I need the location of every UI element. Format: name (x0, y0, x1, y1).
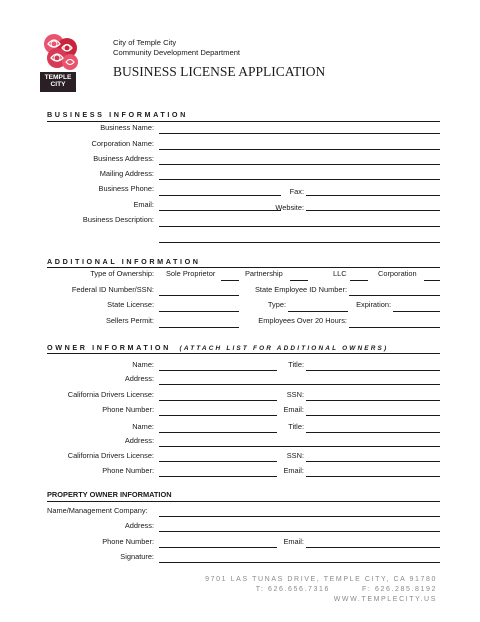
owner1-name-field[interactable] (159, 370, 277, 371)
footer-fax: F: 626.285.8192 (362, 586, 437, 593)
business-name-label: Business Name: (100, 123, 154, 132)
owner1-title-field[interactable] (306, 370, 440, 371)
email-field[interactable] (159, 210, 281, 211)
signature-label: Signature: (120, 552, 154, 561)
option-corporation: Corporation (378, 269, 417, 278)
business-name-field[interactable] (159, 133, 440, 134)
owner2-title-label: Title: (288, 422, 304, 431)
business-address-label: Business Address: (93, 154, 154, 163)
sole-proprietor-checkbox[interactable] (221, 280, 239, 281)
option-llc: LLC (333, 269, 347, 278)
owner1-phone-label: Phone Number: (102, 405, 154, 414)
owner2-ssn-label: SSN: (286, 451, 304, 460)
owner1-cdl-label: California Drivers License: (67, 390, 154, 399)
owner2-email-label: Email: (283, 466, 304, 475)
section-heading-text: BUSINESS INFORMATION (47, 110, 188, 119)
footer-address: 9701 LAS TUNAS DRIVE, TEMPLE CITY, CA 91780 (205, 576, 437, 583)
owner2-cdl-field[interactable] (159, 461, 277, 462)
section-heading-additional (47, 257, 201, 266)
owner2-ssn-field[interactable] (306, 461, 440, 462)
business-description-field-2[interactable] (159, 242, 440, 243)
sellers-permit-field[interactable] (159, 327, 239, 328)
section-heading-property (47, 490, 172, 499)
department-name: Community Development Department (113, 48, 241, 57)
partnership-checkbox[interactable] (290, 280, 308, 281)
owner1-phone-field[interactable] (159, 415, 277, 416)
city-logo (40, 32, 80, 90)
owner1-ssn-field[interactable] (306, 400, 440, 401)
property-phone-field[interactable] (159, 547, 277, 548)
section-divider (47, 121, 440, 122)
license-type-label: Type: (267, 300, 286, 309)
business-address-field[interactable] (159, 164, 440, 165)
federal-id-label: Federal ID Number/SSN: (71, 285, 154, 294)
owner2-name-label: Name: (132, 422, 154, 431)
signature-field[interactable] (159, 562, 440, 563)
owner1-address-field[interactable] (159, 384, 440, 385)
section-heading-text: ADDITIONAL INFORMATION (47, 257, 201, 266)
state-employee-id-label: State Employee ID Number: (254, 285, 347, 294)
footer-phone: T: 626.656.7316 (255, 586, 330, 593)
expiration-field[interactable] (393, 311, 440, 312)
page-title: BUSINESS LICENSE APPLICATION (113, 64, 326, 79)
state-license-field[interactable] (159, 311, 239, 312)
business-description-field-1[interactable] (159, 226, 440, 227)
section-subheading: (ATTACH LIST FOR ADDITIONAL OWNERS) (179, 345, 389, 352)
state-employee-id-field[interactable] (349, 295, 440, 296)
mailing-address-label: Mailing Address: (99, 169, 154, 178)
corporation-name-label: Corporation Name: (91, 139, 154, 148)
employees-over-20-field[interactable] (349, 327, 440, 328)
option-partnership: Partnership (245, 269, 283, 278)
owner2-title-field[interactable] (306, 432, 440, 433)
rose-logo-icon (40, 32, 80, 72)
property-name-field[interactable] (159, 516, 440, 517)
owner2-phone-field[interactable] (159, 476, 277, 477)
corporation-checkbox[interactable] (424, 280, 440, 281)
fax-field[interactable] (306, 195, 440, 196)
property-address-label: Address: (124, 521, 154, 530)
fax-label: Fax: (289, 187, 304, 196)
owner2-name-field[interactable] (159, 432, 277, 433)
federal-id-field[interactable] (159, 295, 239, 296)
footer-website: WWW.TEMPLECITY.US (333, 596, 437, 603)
owner2-phone-label: Phone Number: (102, 466, 154, 475)
property-name-label: Name/Management Company: (47, 506, 148, 515)
employees-over-20-label: Employees Over 20 Hours: (258, 316, 347, 325)
owner1-cdl-field[interactable] (159, 400, 277, 401)
section-heading-text: PROPERTY OWNER INFORMATION (47, 490, 172, 499)
org-name: City of Temple City (113, 38, 177, 47)
llc-checkbox[interactable] (350, 280, 368, 281)
logo-text: TEMPLE CITY (40, 72, 76, 92)
section-divider (47, 267, 440, 268)
property-email-label: Email: (283, 537, 304, 546)
owner2-email-field[interactable] (306, 476, 440, 477)
property-address-field[interactable] (159, 531, 440, 532)
section-heading-text: OWNER INFORMATION (47, 343, 171, 352)
owner1-email-label: Email: (283, 405, 304, 414)
email-label: Email: (133, 200, 154, 209)
option-sole-proprietor: Sole Proprietor (166, 269, 216, 278)
website-field[interactable] (306, 210, 440, 211)
website-label: Website: (275, 203, 304, 212)
section-heading-business (47, 110, 188, 119)
section-heading-owner (47, 343, 388, 352)
property-phone-label: Phone Number: (102, 537, 154, 546)
business-phone-field[interactable] (159, 195, 281, 196)
state-license-label: State License: (107, 300, 154, 309)
sellers-permit-label: Sellers Permit: (105, 316, 154, 325)
ownership-type-label: Type of Ownership: (90, 269, 154, 278)
owner2-address-label: Address: (124, 436, 154, 445)
expiration-label: Expiration: (356, 300, 391, 309)
mailing-address-field[interactable] (159, 179, 440, 180)
section-divider (47, 353, 440, 354)
business-description-label: Business Description: (82, 215, 154, 224)
owner1-email-field[interactable] (306, 415, 440, 416)
owner1-ssn-label: SSN: (286, 390, 304, 399)
owner2-address-field[interactable] (159, 446, 440, 447)
owner1-title-label: Title: (288, 360, 304, 369)
property-email-field[interactable] (306, 547, 440, 548)
section-divider (47, 501, 440, 502)
owner1-address-label: Address: (124, 374, 154, 383)
license-type-field[interactable] (288, 311, 348, 312)
business-phone-label: Business Phone: (98, 184, 154, 193)
owner1-name-label: Name: (132, 360, 154, 369)
owner2-cdl-label: California Drivers License: (67, 451, 154, 460)
corporation-name-field[interactable] (159, 149, 440, 150)
